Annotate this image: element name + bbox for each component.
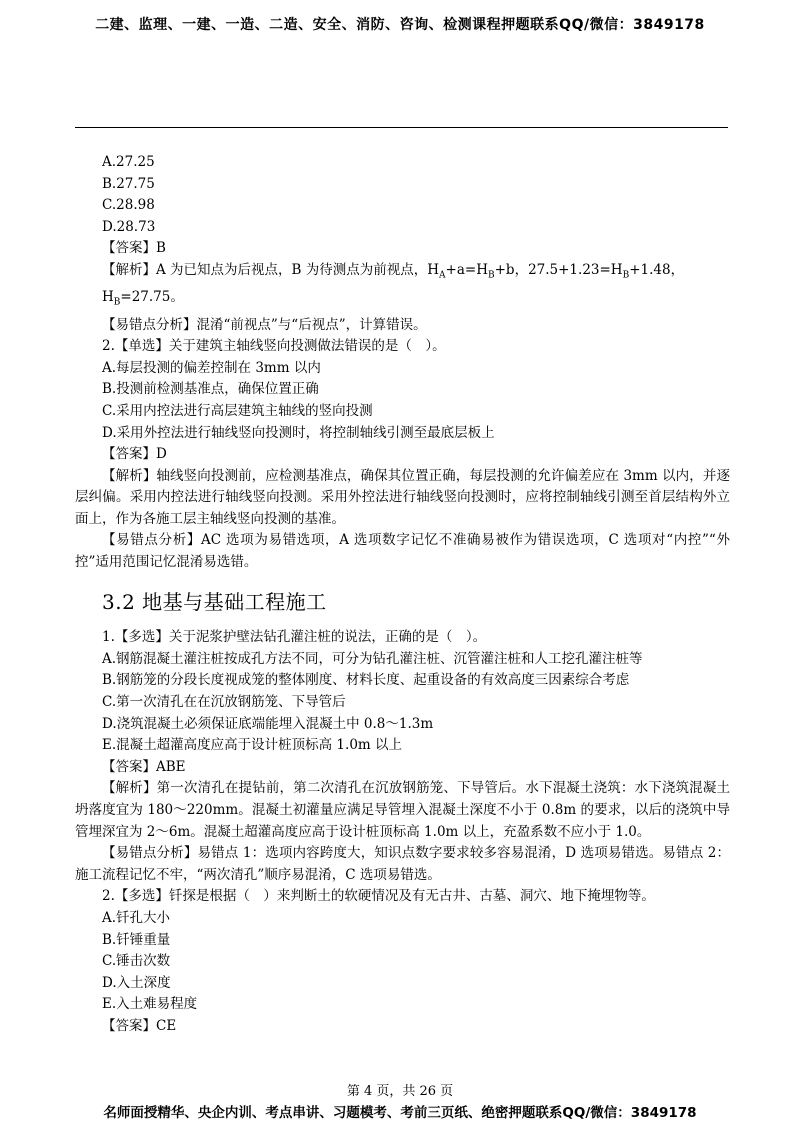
q4-option-b: B.钎锤重量 — [102, 931, 171, 948]
q2-option-c: C.采用内控法进行高层建筑主轴线的竖向投测 — [102, 402, 373, 419]
q1-option-c: C.28.98 — [102, 197, 155, 214]
q4-option-e: E.入土难易程度 — [102, 996, 198, 1013]
page-content — [75, 152, 730, 1038]
q4-option-a: A.钎孔大小 — [102, 909, 171, 926]
header-divider — [75, 127, 728, 128]
q3-analysis: 【解析】第一次清孔在提钻前，第二次清孔在沉放钢筋笼、下导管后。水下混凝土浇筑：水下浇筑混凝土坍落度宜为 180～220mm。混凝土初灌量应满足导管埋入混凝土深度不小于 0.8m 的要求，以后的浇筑中导管埋深宜为 2～6m。混凝土超灌高度应高于设计桩顶标高 1.0m 以上，充盈系数不应小于 1.0。 — [75, 780, 730, 840]
q2-analysis: 【解析】轴线竖向投测前，应检测基准点，确保其位置正确，每层投测的允许偏差应在 3mm 以内，并逐层纠偏。采用内控法进行轴线竖向投测。采用外控法进行轴线竖向投测时，应将控制轴线引测至首层结构外立面上，作为各施工层主轴线竖向投测的基准。 — [75, 467, 730, 527]
q1-option-d: D.28.73 — [102, 218, 156, 235]
q3-option-e: E.混凝土超灌高度应高于设计桩顶标高 1.0m 以上 — [102, 737, 402, 754]
q4-answer: 【答案】CE — [102, 1017, 177, 1034]
q4-stem: 2.【多选】钎探是根据（ ）来判断土的软硬情况及有无古井、古墓、洞穴、地下掩埋物等。 — [102, 888, 655, 905]
q1-error-point: 【易错点分析】混淆“前视点”与“后视点”，计算错误。 — [102, 316, 427, 333]
q3-option-b: B.钢筋笼的分段长度视成笼的整体刚度、材料长度、起重设备的有效高度三因素综合考虑 — [102, 672, 630, 689]
section-title: 3.2 地基与基础工程施工 — [102, 589, 327, 614]
q2-answer: 【答案】D — [102, 446, 167, 463]
q3-error-point: 【易错点分析】易错点 1：选项内容跨度大，知识点数字要求较多容易混淆，D 选项易错选。易错点 2：施工流程记忆不牢，“两次清孔”顺序易混淆，C 选项易错选。 — [75, 845, 730, 883]
q2-option-b: B.投测前检测基准点，确保位置正确 — [102, 381, 319, 398]
q2-option-d: D.采用外控法进行轴线竖向投测时，将控制轴线引测至最底层板上 — [102, 424, 495, 441]
q4-option-c: C.锤击次数 — [102, 953, 171, 970]
q3-option-d: D.浇筑混凝土必须保证底端能埋入混凝土中 0.8～1.3m — [102, 715, 434, 732]
q1-option-b: B.27.75 — [102, 175, 155, 192]
q3-stem: 1.【多选】关于泥浆护壁法钻孔灌注桩的说法，正确的是（ ）。 — [102, 629, 487, 646]
page-number: 第 4 页，共 26 页 — [346, 1084, 454, 1099]
q3-option-c: C.第一次清孔在在沉放钢筋笼、下导管后 — [102, 694, 346, 711]
q1-analysis: 【解析】A 为已知点为后视点，B 为待测点为前视点，$H_A+a=H_B+b$，$27.5+1.23=H_B+1.48$，$H_B=27.75$。 — [102, 261, 685, 308]
footer-banner: 名师面授精华、央企内训、考点串讲、习题模考、考前三页纸、绝密押题联系QQ/微信：3849178 — [103, 1105, 697, 1121]
q1-answer: 【答案】B — [102, 240, 166, 257]
q1-option-a: A.27.25 — [102, 154, 155, 170]
q2-option-a: A.每层投测的偏差控制在 3mm 以内 — [102, 359, 321, 376]
q2-error-point: 【易错点分析】AC 选项为易错选项，A 选项数字记忆不准确易被作为错误选项，C 选项对“内控”“外控”适用范围记忆混淆易选错。 — [75, 532, 730, 571]
q3-option-a: A.钢筋混凝土灌注桩按成孔方法不同，可分为钻孔灌注桩、沉管灌注桩和人工挖孔灌注桩等 — [102, 650, 643, 667]
q2-stem: 2.【单选】关于建筑主轴线竖向投测做法错误的是（ ）。 — [102, 338, 446, 355]
q3-answer: 【答案】ABE — [102, 758, 186, 775]
q4-option-d: D.入土深度 — [102, 974, 171, 991]
header-banner: 二建、监理、一建、一造、二造、安全、消防、咨询、检测课程押题联系QQ/微信：3849178 — [95, 17, 705, 33]
